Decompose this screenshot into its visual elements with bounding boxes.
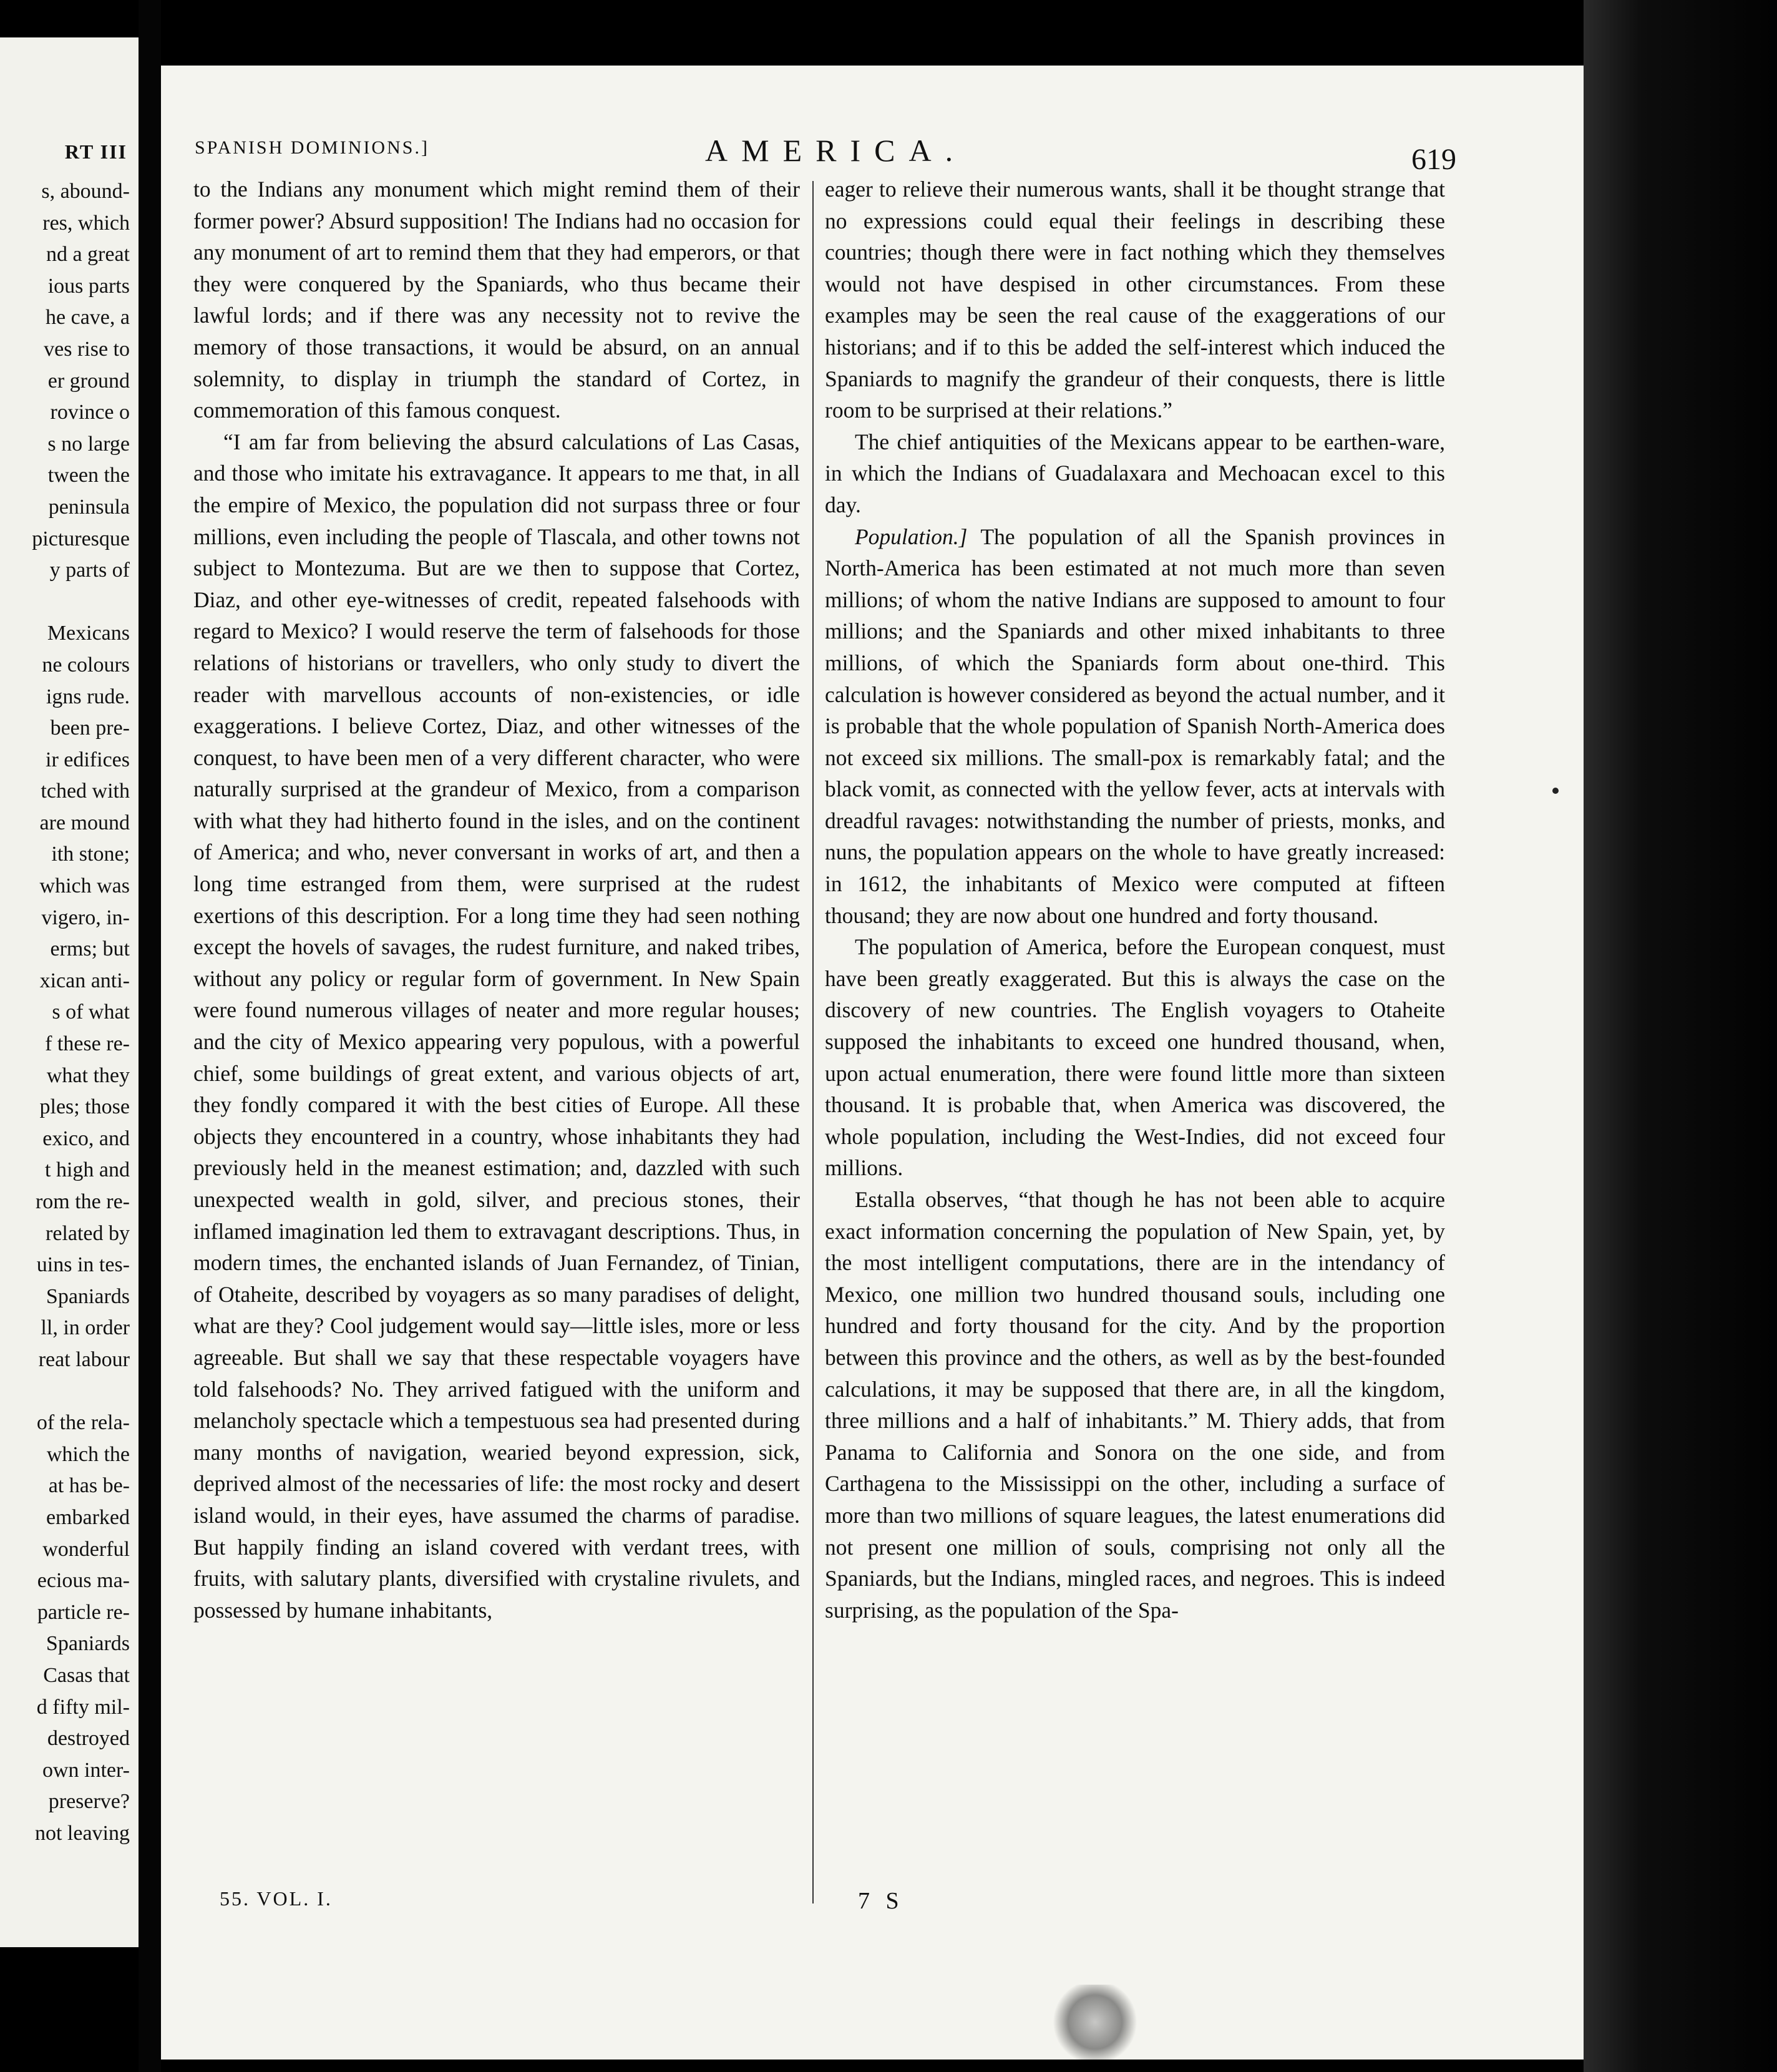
facing-page-line: ne colours <box>42 653 130 677</box>
section-sidehead: Population.] <box>855 524 968 549</box>
facing-page-line: exico, and <box>42 1126 130 1150</box>
facing-page-line: igns rude. <box>46 685 130 708</box>
paragraph <box>193 173 800 426</box>
facing-page-line: Casas that <box>43 1663 130 1687</box>
facing-page-line: ir edifices <box>46 748 130 771</box>
facing-page-line: nd a great <box>46 243 130 266</box>
facing-page-line: xican anti- <box>39 969 130 992</box>
running-head-title: AMERICA. <box>705 133 967 168</box>
facing-page-line: uins in tes- <box>36 1253 130 1277</box>
facing-page-line: rovince o <box>50 401 130 424</box>
facing-page-line: Spaniards <box>46 1284 130 1308</box>
facing-page-line: er ground <box>47 369 130 393</box>
facing-page-line: he cave, a <box>46 306 130 330</box>
facing-page-line: at has be- <box>48 1474 130 1498</box>
facing-page-line: wonderful <box>42 1537 130 1561</box>
facing-page-line: destroyed <box>47 1727 130 1751</box>
facing-page-line: picturesque <box>32 527 130 550</box>
facing-page-line: tween the <box>47 464 130 487</box>
facing-page-line: y parts of <box>49 559 130 582</box>
paragraph-text: The chief antiquities of the Mexicans appear to be earthen-ware, in which the Indians of Guadalaxara and Mechoacan excel to this day. <box>825 429 1445 517</box>
facing-page-line: ples; those <box>39 1095 130 1119</box>
facing-page-line: are mound <box>39 811 130 834</box>
facing-page-header: RT III <box>64 140 127 163</box>
page-edge-shadow <box>1584 0 1777 2072</box>
facing-page-line: Spaniards <box>46 1632 130 1656</box>
footer-signature: 55. VOL. I. <box>220 1887 333 1910</box>
facing-page-line: tched with <box>41 779 130 803</box>
facing-page-line: res, which <box>42 211 130 235</box>
book-gutter <box>139 0 161 2072</box>
facing-page-line: ith stone; <box>51 843 130 866</box>
facing-page-lines <box>0 176 130 1849</box>
paragraph <box>193 426 800 1626</box>
paragraph-text: Estalla observes, “that though he has not been able to acquire exact information concerning the population of New Spain, yet, by the most intelligent computations, there are in the intendancy of Mexico, one million two hundred thousand souls, including one hundred and forty thousand for the city. And by the proportion between this province and the others, as well as by the best-founded calculations, it may be supposed that there are, in all the kingdom, three millions and a half of inhabitants.” M. Thiery adds, that from Panama to California and Sonora on the one side, and from Carthagena to the Mississippi on the other, including a surface of more than two millions of square leagues, the latest enumerations did not present one million of souls, comprising not only all the Spaniards, but the Indians, mingled races, and negroes. This is indeed surprising, as the population of the Spa- <box>825 1187 1445 1623</box>
facing-page-line: not leaving <box>34 1821 130 1845</box>
page-number: 619 <box>1411 143 1456 176</box>
facing-page-line: vigero, in- <box>41 906 130 929</box>
facing-page-line: reat labour <box>38 1347 130 1371</box>
facing-page-line: embarked <box>46 1505 130 1529</box>
facing-page-line: rom the re- <box>35 1190 130 1213</box>
paragraph-text: The population of all the Spanish provinces in North-America has been estimated at not much more than seven millions; of whom the native Indians are supposed to amount to four millions; and the Spaniards and other mixed inhabitants to three millions, of which the Spaniards form about one-third. This calculation is however considered as beyond the actual number, and it is probable that the whole population of Spanish North-America does not exceed six millions. The small-pox is remarkably fatal; and the black vomit, as connected with the yellow fever, acts at intervals with dreadful ravages: notwithstanding the number of priests, monks, and nuns, the population appears on the whole to have greatly increased: in 1612, the inhabitants of Mexico were computed at fifteen thousand; they are now about one hundred and forty thousand. <box>825 524 1445 928</box>
facing-page-line: s, abound- <box>41 180 130 203</box>
text-column-left <box>193 173 800 1626</box>
facing-page-line: peninsula <box>48 495 130 519</box>
running-head-section: SPANISH DOMINIONS.] <box>195 137 429 158</box>
paragraph <box>825 1184 1445 1626</box>
paragraph-text: to the Indians any monument which might remind them of their former power? Absurd supposition! The Indians had no occasion for any monument of art to remind them that they had emperors, or that they were conquered by the Spaniards, who thus became their lawful lords; and if there was any necessity not to revive the memory of those transactions, it would be absurd, on an annual solemnity, to display in triumph the standard of Cortez, in commemoration of this famous conquest. <box>193 177 800 423</box>
facing-page-line: of the rela- <box>36 1411 130 1435</box>
paragraph <box>825 426 1445 521</box>
paragraph-text: eager to relieve their numerous wants, shall it be thought strange that no expressions could equal their feelings in describing these countries; though there were in fact nothing which they themselves would not have despised in other circumstances. From these examples may be seen the real cause of the exaggerations of our historians; and if to this be added the self-interest which induced the Spaniards to magnify the grandeur of their conquests, there is little room to be surprised at their relations.” <box>825 177 1445 423</box>
facing-page-line: preserve? <box>48 1790 130 1814</box>
scan-smudge <box>1048 1985 1142 2060</box>
facing-page-line: which the <box>46 1442 130 1466</box>
facing-page-line: Mexicans <box>47 622 130 645</box>
facing-page-line: ll, in order <box>41 1316 130 1340</box>
ink-speck <box>1552 788 1559 794</box>
facing-page-line: related by <box>46 1221 130 1245</box>
facing-page-line: particle re- <box>37 1600 130 1624</box>
facing-page-line: ecious ma- <box>37 1569 130 1593</box>
facing-page-line: t high and <box>45 1158 130 1182</box>
facing-page-line: what they <box>46 1063 130 1087</box>
facing-page-fragment <box>0 37 139 1947</box>
facing-page-line <box>0 587 130 618</box>
paragraph <box>825 521 1445 932</box>
facing-page-line: ious parts <box>47 274 130 298</box>
paragraph <box>825 931 1445 1184</box>
paragraph-text: The population of America, before the European conquest, must have been greatly exaggerated. But this is always the case on the discovery of new countries. The English voyagers to Otaheite supposed the inhabitants to exceed one hundred thousand, when, upon actual enumeration, there were found little more than sixteen thousand. It is probable that, when America was discovered, the whole population, including the West-Indies, did not exceed four millions. <box>825 934 1445 1181</box>
facing-page-line: own inter- <box>42 1758 130 1782</box>
facing-page-line: which was <box>39 874 130 898</box>
facing-page-line: s no large <box>47 432 130 456</box>
facing-page-line <box>0 1376 130 1408</box>
text-column-right <box>825 173 1445 1626</box>
facing-page-line: f these re- <box>45 1032 130 1056</box>
facing-page-line: erms; but <box>50 937 130 961</box>
facing-page-line: s of what <box>52 1000 130 1024</box>
footer-signature-mark: 7 S <box>858 1888 904 1914</box>
paragraph-text: “I am far from believing the absurd calculations of Las Casas, and those who imitate his extravagance. It appears to me that, in all the empire of Mexico, the population did not surpass three or four millions, even including the people of Tlascala, and other towns not subject to Montezuma. But are we then to suppose that Cortez, Diaz, and other eye-witnesses of credit, repeated falsehoods with regard to Mexico? I would reserve the term of falsehoods for those relations of historians or travellers, who only study to divert the reader with marvellous accounts of non-existencies, or idle exaggerations. I believe Cortez, Diaz, and other witnesses of the conquest, to have been men of a very different character, who were naturally surprised at the grandeur of Mexico, from a comparison with what they had hitherto found in the isles, and on the continent of America; and who, never conversant in works of art, and then a long time estranged from them, were surprised at the rudest exertions of this description. For a long time they had seen nothing except the hovels of savages, the rudest furniture, and naked tribes, without any policy or regular form of government. In New Spain were found numerous villages of neater and more regular houses; and the city of Mexico appearing very populous, with a powerful chief, some buildings of great extent, and various objects of art, they fondly compared it with the best cities of Europe. All these objects they encountered in a country, whose inhabitants they had previously held in the meanest estimation; and, dazzled with such unexpected wealth in gold, silver, and precious stones, their inflamed imagination led them to extravagant descriptions. Thus, in modern times, the enchanted islands of Juan Fernandez, of Tinian, of Otaheite, described by voyagers as so many paradises of delight, what are they? Cool judgement would say—little isles, more or less agreeable. But shall we say that these respectable voyagers have told falsehoods? No. They arrived fatigued with the uniform and melancholy spectacle which a tempestuous sea had presented during many months of navigation, wearied beyond expression, sick, deprived almost of the necessaries of life: the most rocky and desert island would, in their eyes, have assumed the charms of paradise. But happily finding an island covered with verdant trees, with fruits, with salutary plants, diversified with crystaline rivulets, and possessed by humane inhabitants, <box>193 429 800 1623</box>
column-rule <box>812 181 814 1903</box>
paragraph <box>825 173 1445 426</box>
facing-page-line: d fifty mil- <box>36 1695 130 1719</box>
facing-page-line: ves rise to <box>44 337 130 361</box>
facing-page-line: been pre- <box>50 716 130 740</box>
